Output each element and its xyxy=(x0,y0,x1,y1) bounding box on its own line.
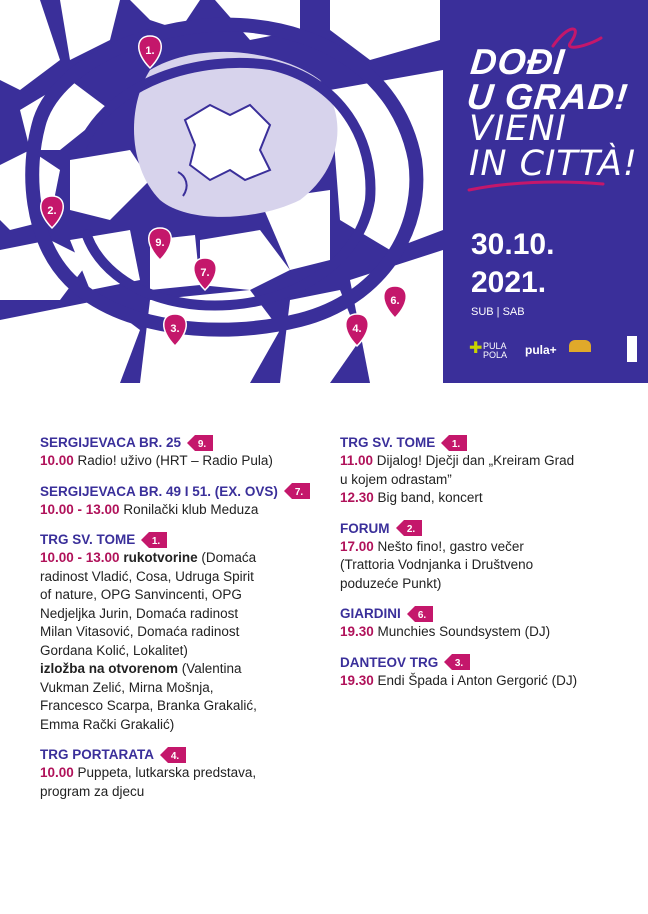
map-pin-label: 7. xyxy=(200,267,210,279)
event-weekday: SUB | SAB xyxy=(471,306,525,318)
event-description: Gordana Kolić, Lokalitet) xyxy=(40,642,188,658)
event-time: 12.30 xyxy=(340,490,374,505)
program-left-column xyxy=(40,433,325,812)
map-pin-label: 9. xyxy=(155,237,165,249)
svg-text:1.: 1. xyxy=(452,438,461,450)
venue-name: TRG SV. TOME xyxy=(340,435,436,450)
title-italian xyxy=(469,109,638,184)
event-time: 19.30 xyxy=(340,624,374,639)
program-line xyxy=(40,642,325,661)
map-pin-label: 1. xyxy=(145,45,155,57)
event-description: Emma Rački Grakalić) xyxy=(40,716,175,732)
pula-crest-icon: ✚ xyxy=(469,340,483,357)
venue-heading xyxy=(40,745,325,764)
map-pin-label: 3. xyxy=(170,323,180,335)
program-line xyxy=(40,586,325,605)
svg-text:4.: 4. xyxy=(170,750,180,762)
program-venue-block xyxy=(340,519,620,594)
map-pin-label: 6. xyxy=(390,295,400,307)
program-line xyxy=(40,549,325,568)
location-marker-icon xyxy=(444,653,470,671)
program-line xyxy=(340,575,620,594)
event-description: Dijalog! Dječji dan „Kreiram Grad xyxy=(373,453,575,468)
svg-text:9.: 9. xyxy=(197,438,207,450)
program-line xyxy=(40,697,325,716)
ribbon-icon xyxy=(543,24,603,54)
program-line xyxy=(40,605,325,624)
venue-name: TRG PORTARATA xyxy=(40,747,154,762)
event-description: Endi Špada i Anton Gergorić (DJ) xyxy=(373,672,578,688)
event-highlight: izložba na otvorenom xyxy=(40,661,179,676)
program-venue-block xyxy=(40,482,325,520)
program-line xyxy=(340,471,620,490)
location-marker-icon xyxy=(141,531,167,549)
event-time: 11.00 xyxy=(340,453,374,468)
venue-name: SERGIJEVACA BR. 25 xyxy=(40,435,182,450)
svg-text:7.: 7. xyxy=(294,487,303,498)
map-pin-label: 2. xyxy=(47,205,57,217)
program-venue-block xyxy=(40,745,325,801)
venue-name: TRG SV. TOME xyxy=(40,532,136,547)
event-time: 10.00 - 13.00 xyxy=(40,550,120,565)
program-line xyxy=(40,623,325,642)
program-line xyxy=(340,489,620,508)
program-right-column xyxy=(340,433,620,701)
logo-pula-plus: pula+ xyxy=(525,343,557,357)
event-description: Vukman Zelić, Mirna Mošnja, xyxy=(40,679,214,695)
event-description: of nature, OPG Sanvincenti, OPG xyxy=(40,587,242,602)
event-description: (Trattoria Vodnjanka i Društveno xyxy=(340,557,534,572)
event-description: Nešto fino!, gastro večer xyxy=(373,538,524,554)
title-line-1: DOĐI xyxy=(468,41,567,82)
program-line xyxy=(40,783,325,802)
logo-pula-pola: PULA POLA xyxy=(483,341,508,360)
svg-text:2.: 2. xyxy=(406,524,415,535)
event-time: 10.00 xyxy=(40,453,74,468)
program-line xyxy=(40,501,325,520)
event-description: program za djecu xyxy=(40,783,145,799)
event-description: Francesco Scarpa, Branka Grakalić, xyxy=(40,698,257,713)
event-description: Nedjeljka Jurin, Domaća radinost xyxy=(40,605,239,621)
event-description: (Domaća xyxy=(197,550,257,565)
event-date xyxy=(471,226,554,302)
event-description: Big band, koncert xyxy=(373,490,483,505)
program-venue-block xyxy=(40,433,325,471)
program-venue-block xyxy=(340,433,620,508)
program-line xyxy=(40,679,325,698)
program-line xyxy=(340,556,620,575)
event-description: Puppeta, lutkarska predstava, xyxy=(73,765,257,780)
svg-text:1.: 1. xyxy=(152,535,161,547)
location-marker-icon xyxy=(396,519,422,537)
program-line xyxy=(40,764,325,783)
venue-name: FORUM xyxy=(340,520,390,536)
location-marker-icon xyxy=(441,434,467,452)
event-description: radinost Vladić, Cosa, Udruga Spirit xyxy=(40,568,254,584)
sponsor-logos xyxy=(469,336,639,366)
event-description: Radio! uživo (HRT – Radio Pula) xyxy=(73,453,273,468)
program-line xyxy=(340,538,620,557)
event-description: poduzeće Punkt) xyxy=(340,575,442,591)
program-venue-block xyxy=(340,604,620,642)
venue-name: DANTEOV TRG xyxy=(340,654,439,670)
program-line xyxy=(340,452,620,471)
venue-name: GIARDINI xyxy=(340,606,401,621)
location-marker-icon xyxy=(187,434,213,452)
program-line xyxy=(40,660,325,679)
underline-swash-icon xyxy=(467,176,607,196)
program-line xyxy=(340,672,620,691)
location-marker-icon xyxy=(284,482,310,500)
film-festival-logo-icon xyxy=(569,340,591,352)
event-time: 17.00 xyxy=(340,538,374,554)
event-description: (Valentina xyxy=(178,661,242,676)
header-panel xyxy=(443,0,648,383)
program-line xyxy=(40,568,325,587)
venue-heading xyxy=(340,519,620,538)
program-line xyxy=(340,623,620,642)
program-venue-block xyxy=(340,653,620,691)
location-marker-icon xyxy=(407,605,433,623)
title-croatian xyxy=(465,41,633,117)
program-venue-block xyxy=(40,530,325,734)
program-line xyxy=(40,716,325,735)
venue-heading xyxy=(40,482,325,501)
venue-heading xyxy=(340,653,620,672)
venue-heading xyxy=(340,604,620,623)
venue-name: SERGIJEVACA BR. 49 I 51. (EX. OVS) xyxy=(40,483,278,499)
event-description: Ronilački klub Meduza xyxy=(119,501,259,517)
ink-logo-icon xyxy=(627,336,637,362)
city-map xyxy=(0,0,443,383)
venue-heading xyxy=(340,433,620,452)
svg-text:3.: 3. xyxy=(455,658,464,669)
event-description: Milan Vitasović, Domaća radinost xyxy=(40,624,240,639)
location-marker-icon xyxy=(160,746,186,764)
program-line xyxy=(40,452,325,471)
date-day-month: 30.10. xyxy=(471,228,555,261)
svg-text:6.: 6. xyxy=(417,609,426,621)
event-time: 19.30 xyxy=(340,672,374,688)
venue-heading xyxy=(40,433,325,452)
title-line-2: U GRAD! xyxy=(465,76,631,117)
event-description: Munchies Soundsystem (DJ) xyxy=(373,624,551,639)
venue-heading xyxy=(40,530,325,549)
event-time: 10.00 xyxy=(40,765,74,780)
map-pin-label: 4. xyxy=(352,323,362,335)
event-highlight: rukotvorine xyxy=(119,550,198,565)
title-line-4: IN CITTÀ! xyxy=(469,144,638,184)
event-description: u kojem odrastam” xyxy=(340,471,452,487)
date-year: 2021. xyxy=(471,266,547,299)
title-line-3: VIENI xyxy=(469,109,567,149)
event-time: 10.00 - 13.00 xyxy=(40,501,120,517)
